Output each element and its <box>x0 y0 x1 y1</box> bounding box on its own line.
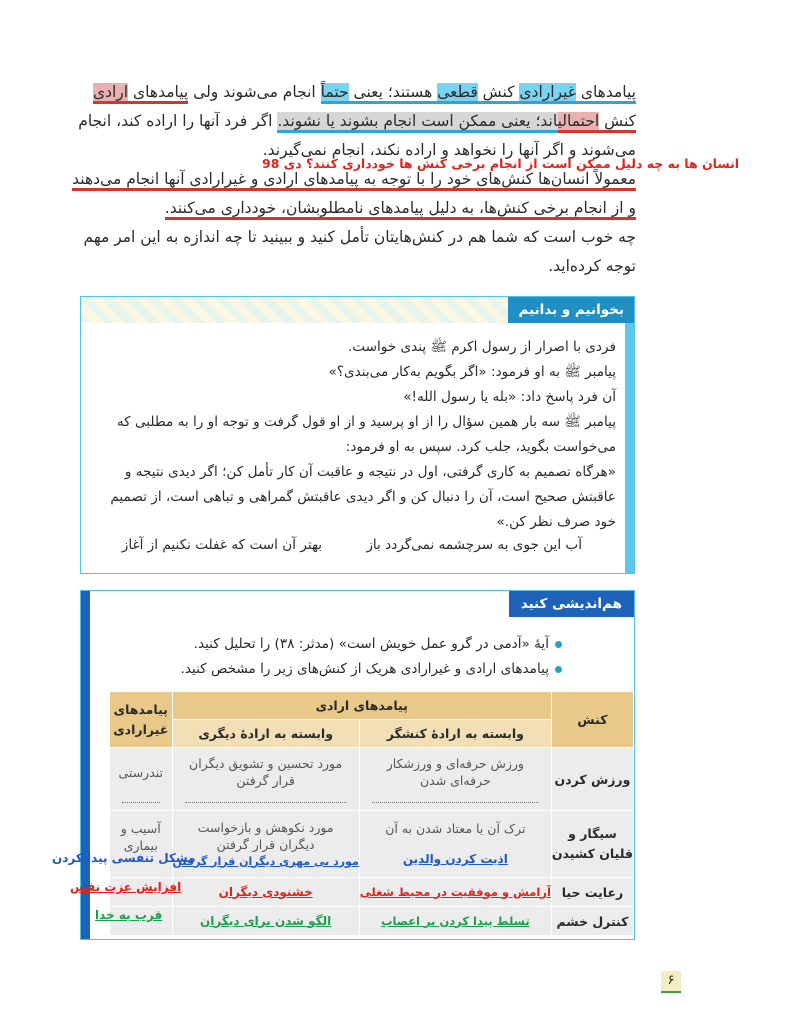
bullet-item: پیامدهای ارادی و غیرارادی هریک از کنش‌های زیر را مشخص کنید. <box>181 659 562 679</box>
cell-text: مورد تحسین و تشویق دیگران قرار گرفتن <box>189 756 343 788</box>
intro-line-5 <box>78 194 636 223</box>
header-others: وابسته به ارادهٔ دیگری <box>172 720 359 748</box>
poem-hemistich-1: آب این جوی به سرچشمه نمی‌گردد باز <box>366 537 582 553</box>
story-text <box>98 335 616 535</box>
intro-line-7: توجه کرده‌اید. <box>548 257 636 275</box>
cell-others <box>172 878 359 907</box>
dotted-line <box>122 802 160 803</box>
cell-actor <box>359 878 551 907</box>
story-line: «هرگاه تصمیم به کاری گرفتی، اول در نتیجه و عاقبت آن کار تأمل کن؛ اگر دیدی نتیجه و <box>124 464 616 480</box>
highlight-span: ارادی <box>93 83 128 104</box>
story-line: پیامبر ﷺ سه بار همین سؤال را از او پرسید و از او قول گرفت و توجه او را به مطلبی که <box>116 414 616 430</box>
text-span: پیامدهای <box>128 83 188 104</box>
bullet-item: آیهٔ «آدمی در گرو عمل خویش است» (مدثر: ۳۸) را تحلیل کنید. <box>194 634 562 654</box>
handwritten-answer: الگو شدن برای دیگران <box>200 913 332 928</box>
cell-involuntary <box>110 748 173 811</box>
poem <box>98 537 616 553</box>
header-action: کنش <box>551 692 633 748</box>
box-title: هم‌اندیشی کنید <box>509 591 634 617</box>
dotted-line <box>372 802 539 803</box>
header-involuntary: پیامدهای غیرارادی <box>110 692 173 748</box>
cell-text: آسیب و بیماری <box>120 821 161 853</box>
highlight-span: اند؛ یعنی ممکن است انجام بشوند یا نشوند. <box>277 112 557 133</box>
handwritten-answer: افزایش عزت نفس <box>70 880 182 894</box>
header-actor: وابسته به ارادهٔ کنشگر <box>359 720 551 748</box>
story-line: عاقبتش صحیح است، آن را دنبال کن و اگر دیدی عاقبتش گمراهی و تباهی است، از تصمیم <box>110 489 616 505</box>
story-line: خود صرف نظر کن.» <box>496 514 616 530</box>
text-span: کنش <box>478 83 520 104</box>
row-action: رعایت حیا <box>551 878 633 907</box>
story-line: آن فرد پاسخ داد: «بله یا رسول الله!» <box>403 389 616 405</box>
text-span: کنش <box>599 112 636 133</box>
intro-paragraph <box>72 78 636 281</box>
text-span: پیامدهای <box>576 83 636 104</box>
row-action: سیگار و قلیان کشیدن <box>551 811 633 878</box>
text-span: هستند؛ یعنی <box>349 83 438 104</box>
row-action: کنترل خشم <box>551 907 633 936</box>
side-stripe <box>625 323 634 573</box>
handwritten-answer: اذیت کردن والدین <box>402 852 508 866</box>
row-action: ورزش کردن <box>551 748 633 811</box>
intro-line-1 <box>78 78 636 107</box>
cell-actor <box>359 748 551 811</box>
handwritten-answer: خشنودی دیگران <box>218 884 313 899</box>
cell-text: ترک آن یا معتاد شدن به آن <box>385 821 526 836</box>
handwritten-answer: قرب به خدا <box>95 908 163 922</box>
dotted-line <box>185 802 347 803</box>
text-span: انجام می‌شوند ولی <box>188 83 321 101</box>
handwritten-answer: مشکل تنفسی پیدا کردن <box>52 851 196 865</box>
story-line: پیامبر ﷺ به او فرمود: «اگر بگویم به‌کار می‌بندی؟» <box>328 364 616 380</box>
cell-involuntary <box>110 811 173 878</box>
highlight-span: قطعی <box>437 83 478 104</box>
cell-actor <box>359 811 551 878</box>
header-voluntary: پیامدهای ارادی <box>172 692 551 720</box>
intro-line-6: چه خوب است که شما هم در کنش‌هایتان تأمل کنید و ببینید تا چه اندازه به این امر مهم <box>83 228 636 246</box>
highlight-span: احتمالی <box>558 112 600 133</box>
highlight-span: حتماً <box>321 83 349 104</box>
handwritten-answer: تسلط پیدا کردن بر اعصاب <box>380 913 530 928</box>
intro-line-3: می‌شوند و اگر آنها را نخواهد و اراده نکند، انجام نمی‌گیرند. <box>262 141 636 159</box>
poem-hemistich-2: بهتر آن است که غفلت نکنیم از آغاز <box>121 537 323 553</box>
cell-text: تندرستی <box>118 764 164 780</box>
highlight-span: غیرارادی <box>519 83 575 104</box>
table-row <box>110 811 634 878</box>
table-row <box>110 907 634 936</box>
handwritten-note: انسان ها به چه دلیل ممکن است از انجام برخی کنش ها خودداری کنند؟ دی 98 <box>262 156 740 171</box>
text-span: اگر فرد آنها را اراده کند، انجام <box>78 112 278 130</box>
read-and-know-box <box>80 296 635 574</box>
handwritten-answer: آرامش و موفقیت در محیط شغلی <box>359 884 551 899</box>
box-title: بخوانیم و بدانیم <box>508 297 634 323</box>
text-span: معمولاً انسان‌ها کنش‌های خود را با توجه به پیامدهای ارادی و غیرارادی آنها انجام می‌دهند <box>72 170 636 191</box>
cell-others <box>172 907 359 936</box>
story-line: فردی با اصرار از رسول اکرم ﷺ پندی خواست. <box>347 339 616 355</box>
cell-text: مورد نکوهش و بازخواست دیگران قرار گرفتن <box>197 819 334 852</box>
cell-actor <box>359 907 551 936</box>
intro-line-2 <box>78 107 636 136</box>
page-number: ۶ <box>661 971 681 993</box>
table-row <box>110 748 634 811</box>
story-line: می‌خواست بگوید، جلب کرد. سپس به او فرمود: <box>345 439 616 455</box>
handwritten-answer: مورد بی مهری دیگران قرار گرفتن <box>172 854 359 868</box>
table-row <box>110 878 634 907</box>
cell-text: ورزش حرفه‌ای و ورزشکار حرفه‌ای شدن <box>386 756 524 788</box>
cell-others <box>172 811 359 878</box>
text-span: و از انجام برخی کنش‌ها، به دلیل پیامدهای نامطلوبشان، خودداری می‌کنند. <box>165 199 636 220</box>
consequences-table <box>109 691 634 936</box>
cell-others <box>172 748 359 811</box>
